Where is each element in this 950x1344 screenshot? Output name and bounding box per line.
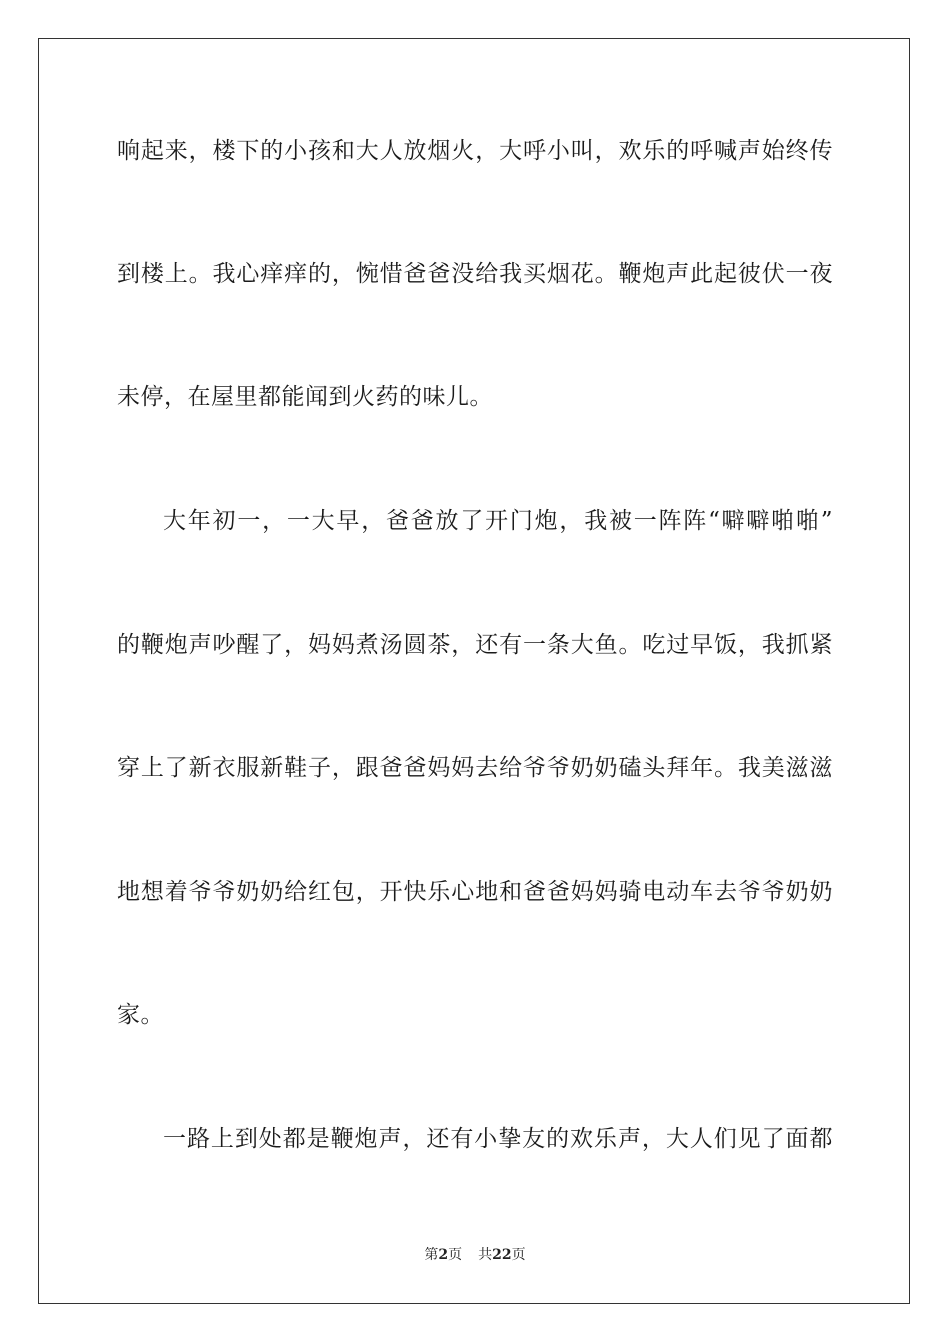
body-text-line: 到楼上。我心痒痒的，惋惜爸爸没给我买烟花。鞭炮声此起彼伏一夜 [117,261,833,287]
body-text-line: 的鞭炮声吵醒了，妈妈煮汤圆茶，还有一条大鱼。吃过早饭，我抓紧 [117,632,833,658]
page-prefix: 第 [424,1247,439,1263]
body-text-line: 响起来，楼下的小孩和大人放烟火，大呼小叫，欢乐的呼喊声始终传 [117,138,833,164]
page-number: 2 [438,1247,449,1263]
total-prefix: 共 [478,1247,493,1263]
page-suffix: 页 [448,1247,463,1263]
total-suffix: 页 [511,1247,526,1263]
total-pages: 22 [492,1247,512,1263]
body-text-line: 家。 [117,1002,164,1028]
page-border [38,38,910,1304]
body-text-line: 穿上了新衣服新鞋子，跟爸爸妈妈去给爷爷奶奶磕头拜年。我美滋滋 [117,755,833,781]
body-text-line: 一路上到处都是鞭炮声，还有小挚友的欢乐声，大人们见了面都 [163,1126,833,1152]
page-footer [0,1246,950,1264]
body-text-line: 大年初一，一大早，爸爸放了开门炮，我被一阵阵“噼噼啪啪” [163,508,833,534]
body-text-line: 地想着爷爷奶奶给红包，开快乐心地和爸爸妈妈骑电动车去爷爷奶奶 [117,879,833,905]
body-text-line: 未停，在屋里都能闻到火药的味儿。 [117,384,493,410]
